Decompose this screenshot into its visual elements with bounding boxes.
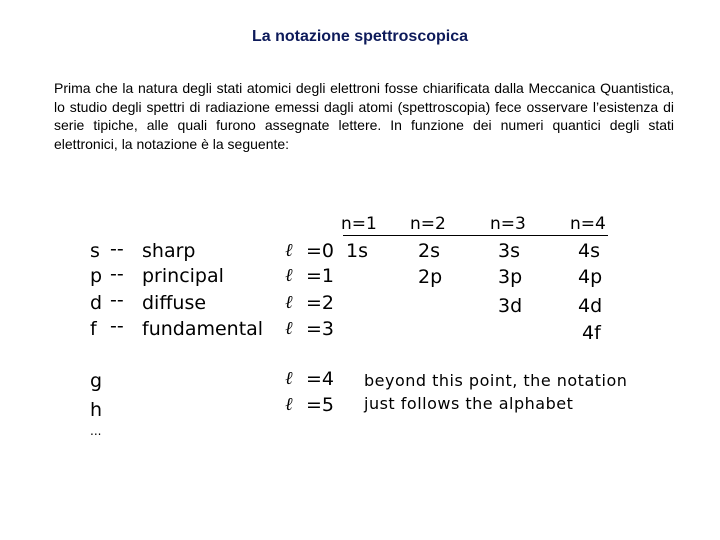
ell-value-1: =1 [306,265,335,287]
ellipsis: ... [90,424,102,438]
header-n3: n=3 [490,214,526,234]
intro-paragraph: Prima che la natura degli stati atomici degli elettroni fosse chiarificata dalla Meccanica Quantistica, lo studio degli spettri di radiazione emessi dagli atomi (spettroscopia) fece osservare l’esistenza di serie tipiche, alle quali furono assegnate lettere. In funzione dei numeri quantici degli stati elettronici, la notazione è la seguente: [54,80,674,152]
header-n4: n=4 [570,214,606,234]
note-line-1: beyond this point, the notation [364,371,628,390]
letter-s: s [90,240,100,262]
ell-value-3: =3 [306,318,335,340]
state-4f: 4f [582,322,601,344]
state-2s: 2s [418,240,440,262]
ell-value-2: =2 [306,292,335,314]
ell-symbol: ℓ [285,265,293,286]
ell-value-5: =5 [306,394,335,416]
letter-g: g [90,370,103,392]
page-title: La notazione spettroscopica [251,28,469,45]
state-3s: 3s [498,240,520,262]
dash-f: -- [110,315,124,337]
name-diffuse: diffuse [142,292,207,314]
state-2p: 2p [418,266,443,288]
dash-d: -- [110,289,124,311]
name-principal: principal [142,265,224,287]
state-1s: 1s [346,240,368,262]
ell-symbol: ℓ [285,318,293,339]
header-underline [343,235,608,236]
name-sharp: sharp [142,240,196,262]
ell-value-0: =0 [306,240,335,262]
header-n1: n=1 [341,214,377,234]
state-3d: 3d [498,295,523,317]
letter-f: f [90,318,97,340]
ell-symbol: ℓ [285,368,293,389]
dash-s: -- [110,238,124,260]
state-4p: 4p [578,266,603,288]
ell-symbol: ℓ [285,394,293,415]
name-fundamental: fundamental [142,318,264,340]
note-line-2: just follows the alphabet [364,394,574,413]
letter-h: h [90,399,103,421]
dash-p: -- [110,263,124,285]
state-4d: 4d [578,295,603,317]
state-4s: 4s [578,240,600,262]
ell-symbol: ℓ [285,240,293,261]
letter-p: p [90,265,103,287]
header-n2: n=2 [410,214,446,234]
ell-symbol: ℓ [285,292,293,313]
letter-d: d [90,292,103,314]
ell-value-4: =4 [306,368,335,390]
state-3p: 3p [498,266,523,288]
